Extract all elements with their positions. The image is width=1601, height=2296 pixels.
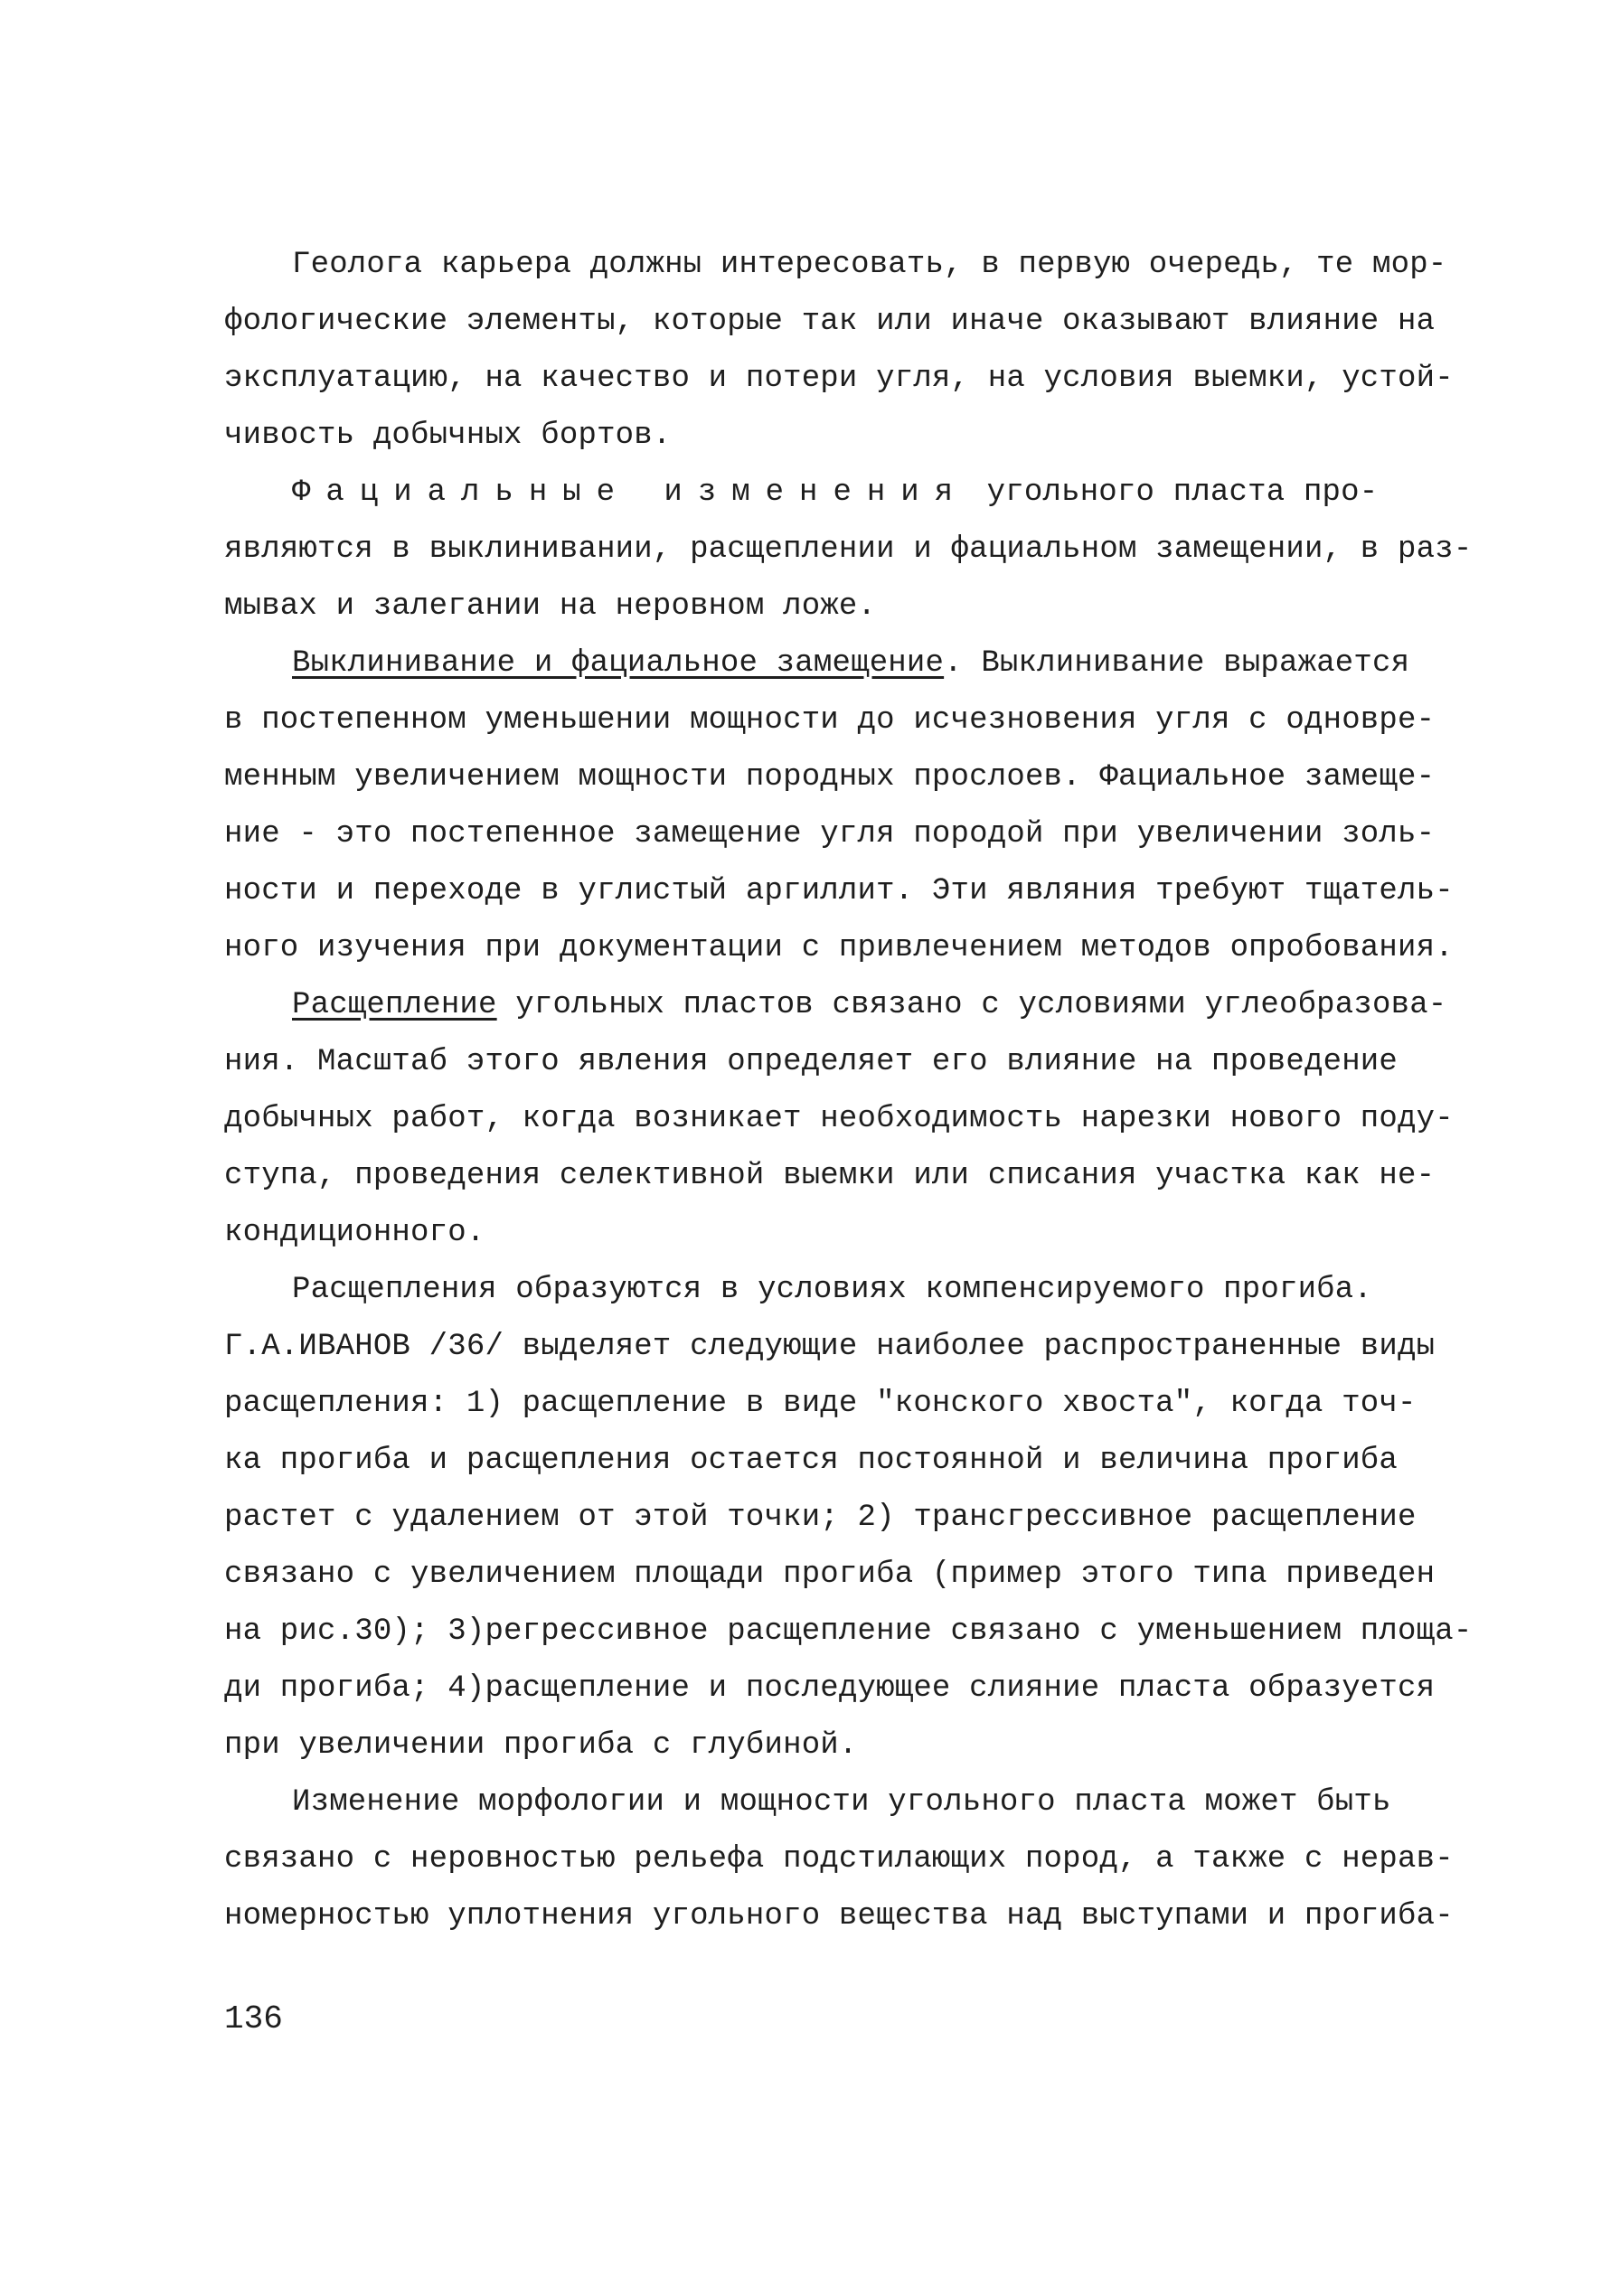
text-line: в постепенном уменьшении мощности до исчезновения угля с одновре- [224,703,1436,738]
text-line [224,465,1399,522]
paragraph [224,1774,1454,1945]
text-line: эксплуатацию, на качество и потери угля, на условия выемки, устой- [224,362,1454,396]
text-line: связано с неровностью рельефа подстилающих пород, а также с нерав- [224,1842,1454,1877]
text-fragment: угольного пласта про- [968,475,1379,510]
text-line: расщепления: 1) расщепление в виде "конского хвоста", когда точ- [224,1387,1417,1421]
text-line: ности и переходе в углистый аргиллит. Эти являния требуют тщатель- [224,874,1454,908]
text-line: связано с увеличением площади прогиба (пример этого типа приведен [224,1557,1436,1592]
paragraph [224,465,1473,635]
text-line: на рис.30); 3)регрессивное расщепление связано с уменьшением площа- [224,1614,1473,1649]
text-line: мывах и залегании на неровном ложе. [224,589,877,624]
text-line: Г.А.ИВАНОВ /36/ выделяет следующие наиболее распространенные виды [224,1330,1436,1364]
text-line: Геолога карьера должны интересовать, в первую очередь, те мор- [292,248,1447,282]
paragraph [224,635,1454,977]
text-line: растет с удалением от этой точки; 2) трансгрессивное расщепление [224,1501,1417,1535]
paragraph [224,977,1454,1262]
text-line: кондиционного. [224,1216,485,1250]
text-line: ние - это постепенное замещение угля породой при увеличении золь- [224,817,1436,852]
text-line: ка прогиба и расщепления остается постоянной и величина прогиба [224,1444,1399,1478]
text-line: Изменение морфологии и мощности угольного пласта может быть [292,1785,1391,1820]
text-line: менным увеличением мощности породных прослоев. Фациальное замеще- [224,760,1436,795]
text-line: чивость добычных бортов. [224,419,672,453]
text-line: фологические элементы, которые так или иначе оказывают влияние на [224,305,1436,339]
body-text [224,237,1473,1945]
page-number: 136 [224,2000,283,2037]
text-line: добычных работ, когда возникает необходимость нарезки нового поду- [224,1102,1454,1136]
text-line: при увеличении прогиба с глубиной. [224,1728,858,1763]
text-line: ного изучения при документации с привлечением методов опробования. [224,931,1454,965]
text-line [224,977,1447,1034]
paragraph [224,1262,1473,1774]
text-fragment: . Выклинивание выражается [944,646,1410,681]
text-line: номерностью уплотнения угольного вещества над выступами и прогиба- [224,1899,1454,1934]
text-fragment: угольных пластов связано с условиями углеобразова- [496,988,1447,1022]
text-line: Расщепления образуются в условиях компенсируемого прогиба. [292,1273,1372,1307]
text-line: ния. Масштаб этого явления определяет его влияние на проведение [224,1045,1399,1079]
text-line: ди прогиба; 4)расщепление и последующее слияние пласта образуется [224,1671,1436,1706]
text-line: являются в выклинивании, расщеплении и фациальном замещении, в раз- [224,532,1473,567]
spaced-term: Фациальные изменения [292,475,969,510]
underlined-heading: Выклинивание и фациальное замещение [292,646,945,681]
text-line: ступа, проведения селективной выемки или списания участка как не- [224,1159,1436,1193]
paragraph [224,237,1454,465]
text-line [224,635,1410,692]
underlined-heading: Расщепление [292,988,497,1022]
